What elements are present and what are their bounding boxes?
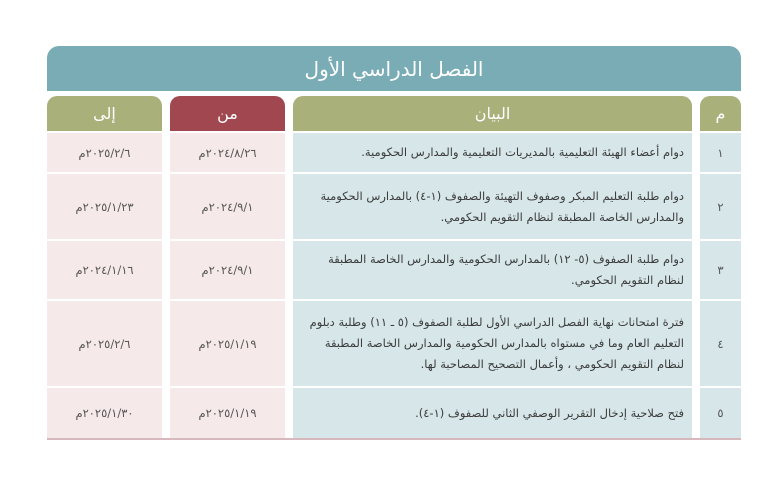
row-4-from: ٢٠٢٥/١/١٩م (170, 301, 285, 388)
table-bottom-border (47, 438, 741, 440)
row-2-desc: دوام طلبة التعليم المبكر وصفوف التهيئة والصفوف (١-٤) بالمدارس الحكومية والمدارس الخاصة المطبقة لنظام التقويم الحكومي. (293, 174, 692, 241)
header-from: من (170, 96, 285, 131)
row-3-from: ٢٠٢٤/٩/١م (170, 241, 285, 301)
table-title: الفصل الدراسي الأول (47, 46, 741, 91)
row-5-desc: فتح صلاحية إدخال التقرير الوصفي الثاني للصفوف (١-٤). (293, 388, 692, 440)
row-3-num: ٣ (700, 241, 741, 301)
header-to: إلى (47, 96, 162, 131)
row-1-num: ١ (700, 133, 741, 174)
row-2-num: ٢ (700, 174, 741, 241)
header-num: م (700, 96, 741, 131)
row-1-from: ٢٠٢٤/٨/٢٦م (170, 133, 285, 174)
row-2-to: ٢٠٢٥/١/٢٣م (47, 174, 162, 241)
row-4-desc: فترة امتحانات نهاية الفصل الدراسي الأول لطلبة الصفوف (٥ ـ ١١) وطلبة دبلوم التعليم العام وما في مستواه بالمدارس الحكومية والمدارس الخاصة المطبقة لنظام التقويم الحكومي ، وأعمال التصحيح المصاحبة لها. (293, 301, 692, 388)
row-4-num: ٤ (700, 301, 741, 388)
row-5-from: ٢٠٢٥/١/١٩م (170, 388, 285, 440)
row-1-to: ٢٠٢٥/٢/٦م (47, 133, 162, 174)
row-5-to: ٢٠٢٥/١/٣٠م (47, 388, 162, 440)
row-5-num: ٥ (700, 388, 741, 440)
row-3-to: ٢٠٢٤/١/١٦م (47, 241, 162, 301)
row-1-desc: دوام أعضاء الهيئة التعليمية بالمديريات التعليمية والمدارس الحكومية. (293, 133, 692, 174)
calendar-table (47, 46, 741, 440)
row-4-to: ٢٠٢٥/٢/٦م (47, 301, 162, 388)
row-3-desc: دوام طلبة الصفوف (٥- ١٢) بالمدارس الحكومية والمدارس الخاصة المطبقة لنظام التقويم الحكومي. (293, 241, 692, 301)
table-grid (47, 96, 741, 440)
header-desc: البيان (293, 96, 692, 131)
row-2-from: ٢٠٢٤/٩/١م (170, 174, 285, 241)
